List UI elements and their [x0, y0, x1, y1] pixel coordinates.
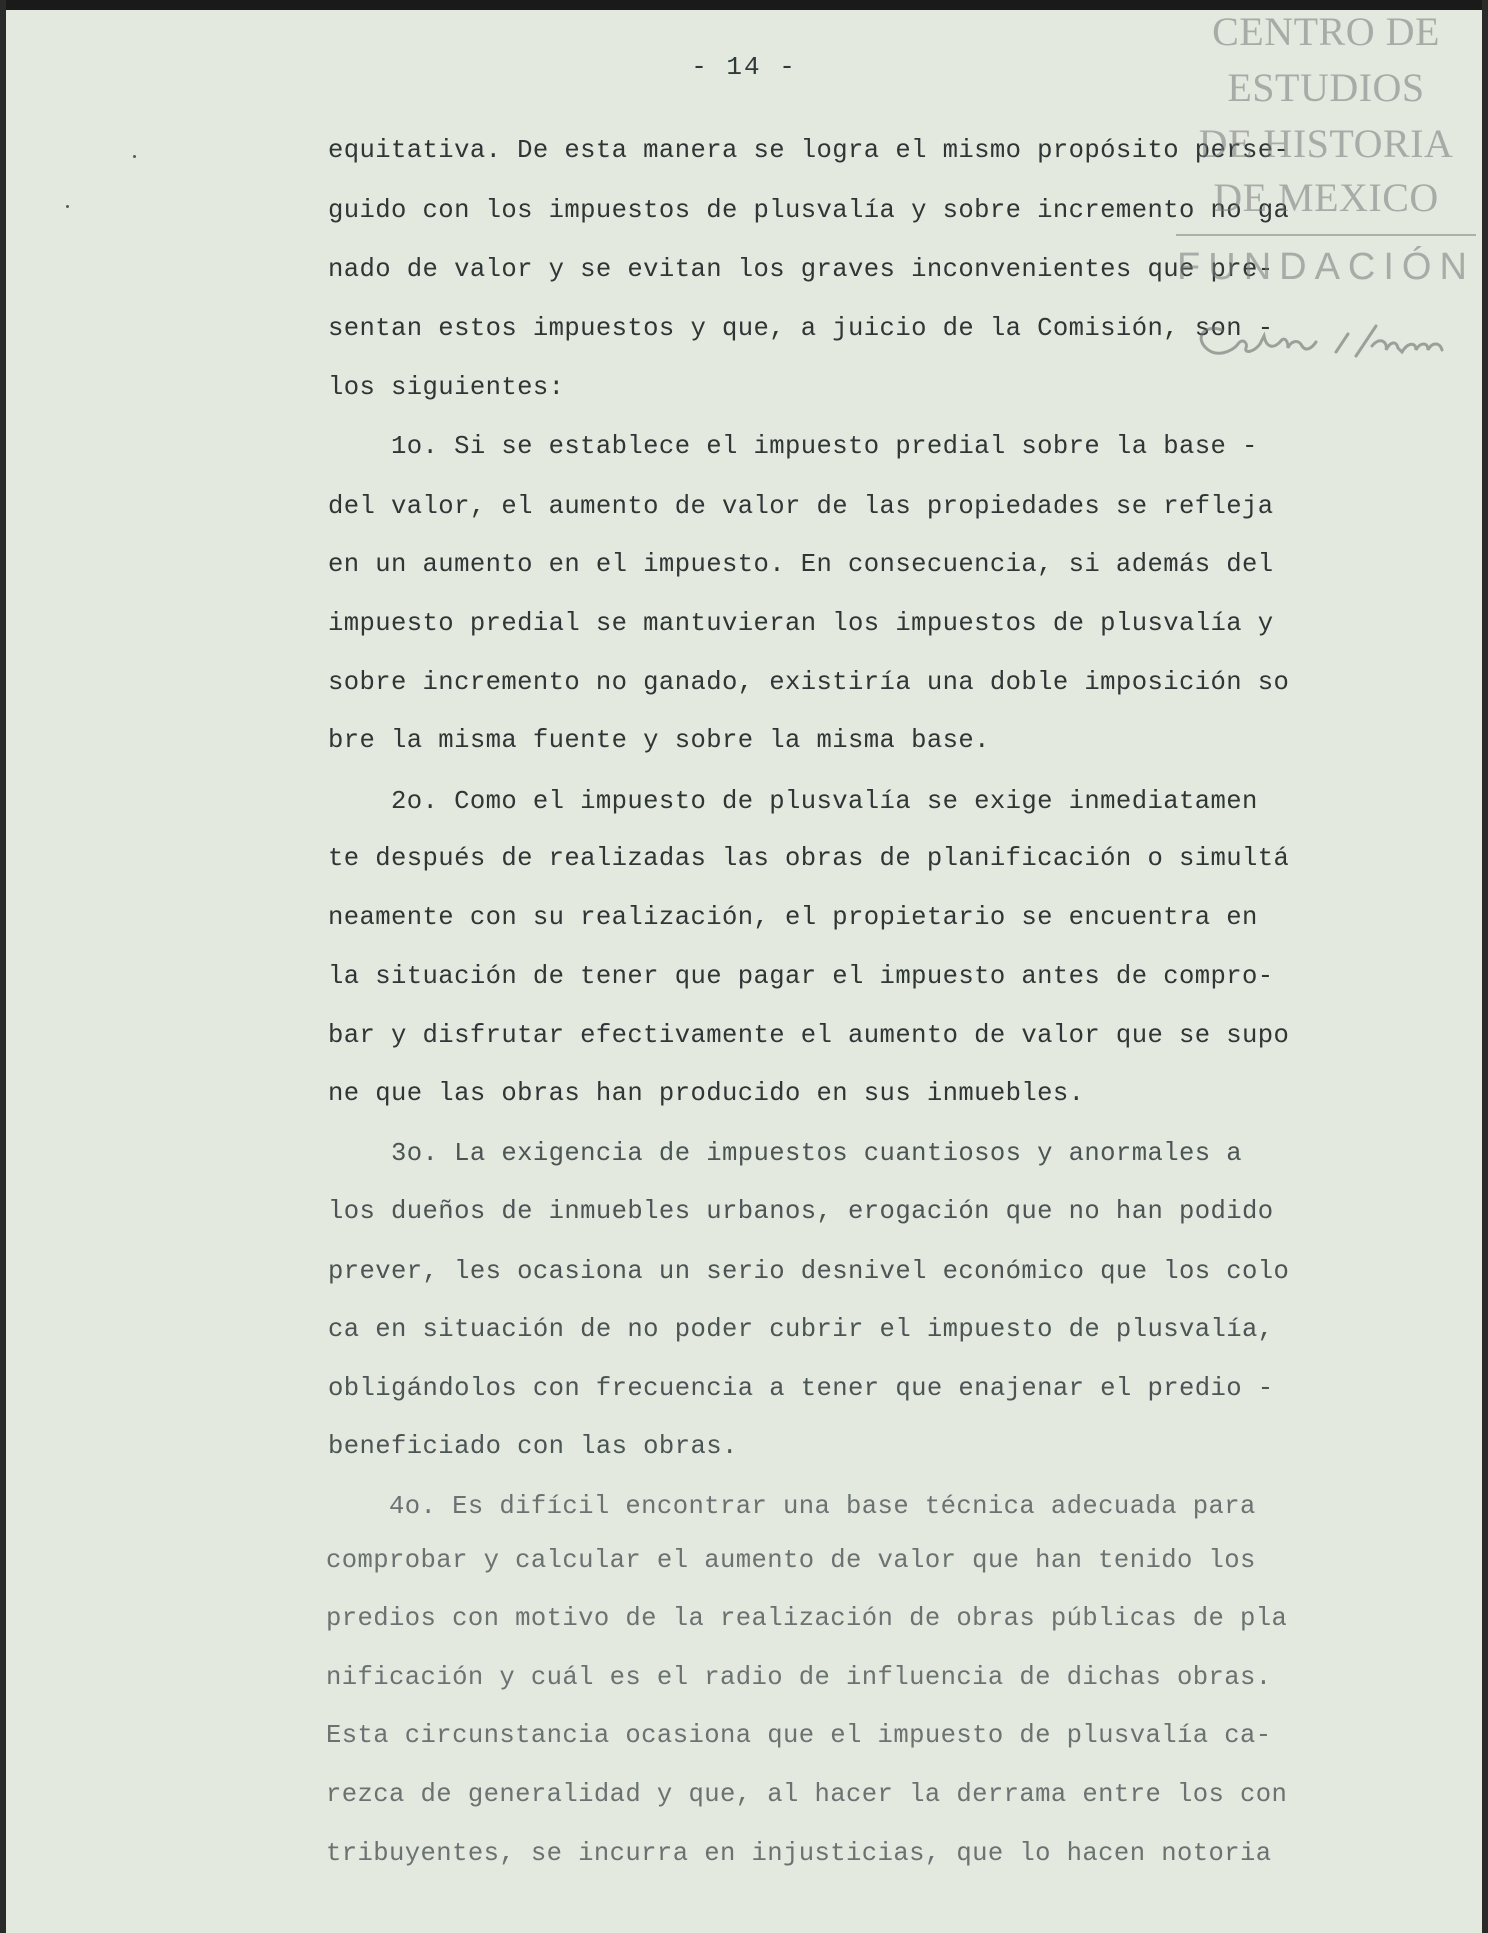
text-line: prever, les ocasiona un serio desnivel económico que los colo	[328, 1257, 1290, 1286]
scan-speck	[133, 155, 136, 158]
scan-border-right	[1482, 0, 1488, 1933]
text-line: Esta circunstancia ocasiona que el impuesto de plusvalía ca-	[326, 1721, 1272, 1750]
text-line: los siguientes:	[328, 373, 565, 402]
text-line: impuesto predial se mantuvieran los impuestos de plusvalía y	[328, 609, 1274, 638]
text-line: 1o. Si se establece el impuesto predial sobre la base -	[328, 432, 1258, 461]
text-line: ca en situación de no poder cubrir el impuesto de plusvalía,	[328, 1315, 1274, 1344]
text-line: obligándolos con frecuencia a tener que enajenar el predio -	[328, 1374, 1274, 1403]
text-line: del valor, el aumento de valor de las propiedades se refleja	[328, 492, 1274, 521]
scan-speck	[66, 205, 69, 208]
watermark-line: DE MEXICO	[1213, 175, 1439, 220]
text-line: nificación y cuál es el radio de influencia de dichas obras.	[326, 1663, 1272, 1692]
text-line: 3o. La exigencia de impuestos cuantiosos y anormales a	[328, 1139, 1243, 1168]
text-line: equitativa. De esta manera se logra el mismo propósito perse-	[328, 136, 1290, 165]
watermark	[1176, 6, 1476, 366]
text-line: neamente con su realización, el propietario se encuentra en	[328, 903, 1258, 932]
text-line: sobre incremento no ganado, existiría una doble imposición so	[328, 668, 1290, 697]
page-number: - 14 -	[691, 52, 797, 82]
watermark-divider	[1176, 234, 1476, 236]
text-line: 2o. Como el impuesto de plusvalía se exige inmediatamen	[328, 787, 1258, 816]
text-line: tribuyentes, se incurra en injusticias, que lo hacen notoria	[326, 1839, 1272, 1868]
text-line: ne que las obras han producido en sus inmuebles.	[328, 1079, 1085, 1108]
watermark-signature-icon	[1176, 306, 1476, 376]
text-line: te después de realizadas las obras de planificación o simultá	[328, 844, 1290, 873]
watermark-line: DE HISTORIA	[1198, 121, 1454, 166]
text-line: sentan estos impuestos y que, a juicio de la Comisión, son -	[328, 314, 1274, 343]
text-line: bar y disfrutar efectivamente el aumento de valor que se supo	[328, 1021, 1290, 1050]
watermark-line: CENTRO DE	[1212, 9, 1440, 54]
scan-border-left	[0, 0, 6, 1933]
text-line: predios con motivo de la realización de obras públicas de pla	[326, 1604, 1288, 1633]
text-line: nado de valor y se evitan los graves inconvenientes que pre-	[328, 255, 1274, 284]
text-line: beneficiado con las obras.	[328, 1432, 738, 1461]
text-line: en un aumento en el impuesto. En consecuencia, si además del	[328, 550, 1274, 579]
watermark-fundacion: FUNDACIÓN	[1177, 246, 1475, 288]
text-line: bre la misma fuente y sobre la misma base.	[328, 726, 990, 755]
watermark-line: ESTUDIOS	[1227, 65, 1425, 110]
text-line: 4o. Es difícil encontrar una base técnica adecuada para	[326, 1492, 1256, 1521]
text-line: los dueños de inmuebles urbanos, erogación que no han podido	[328, 1197, 1274, 1226]
text-line: guido con los impuestos de plusvalía y sobre incremento no ga	[328, 196, 1290, 225]
text-line: comprobar y calcular el aumento de valor que han tenido los	[326, 1546, 1256, 1575]
text-line: la situación de tener que pagar el impuesto antes de compro-	[328, 962, 1274, 991]
text-line: rezca de generalidad y que, al hacer la derrama entre los con	[326, 1780, 1288, 1809]
